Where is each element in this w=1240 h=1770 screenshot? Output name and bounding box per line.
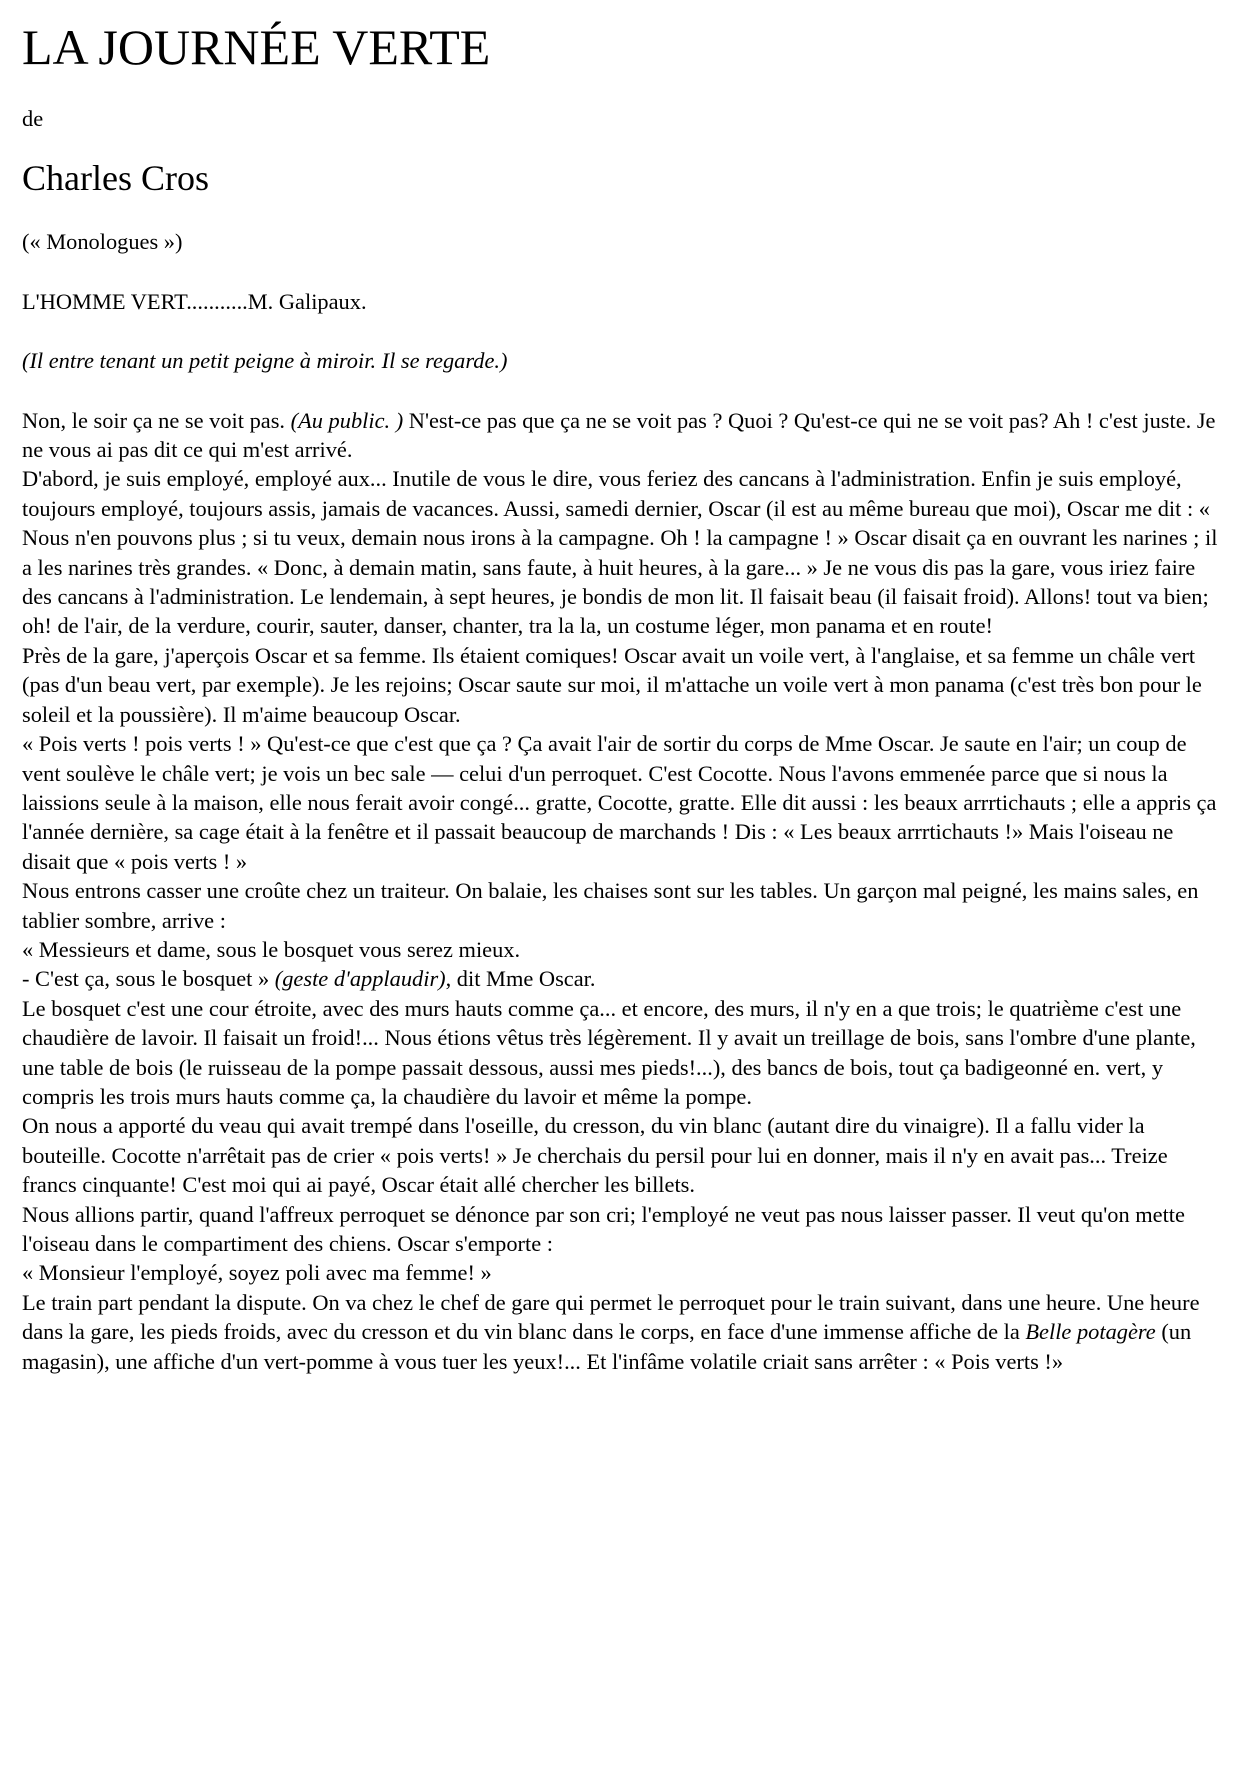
paragraph: Nous entrons casser une croûte chez un traiteur. On balaie, les chaises sont sur les tables. Un garçon mal peigné, les mains sales, en tablier sombre, arrive : <box>22 878 1199 933</box>
cast-list: L'HOMME VERT...........M. Galipaux. <box>22 288 367 314</box>
paragraph: D'abord, je suis employé, employé aux... Inutile de vous le dire, vous feriez des cancans à l'administration. Enfin je suis employé, toujours employé, toujours assis, jamais de vacances. Aussi, samedi dernier, Oscar (il est au même bureau que moi), Oscar me dit : « Nous n'en pouvons plus ; si tu veux, demain nous irons à la campagne. Oh ! la campagne ! » Oscar disait ça en ouvrant les narines ; il a les narines très grandes. « Donc, à demain matin, sans faute, à huit heures, à la gare... » Je ne vous dis pas la gare, vous iriez faire des cancans à l'administration. Le lendemain, à sept heures, je bondis de mon lit. Il faisait beau (il faisait froid). Allons! tout va bien; oh! de l'air, de la verdure, courir, sauter, danser, chanter, tra la la, un costume léger, mon panama et en route! <box>22 466 1218 639</box>
document-title: LA JOURNÉE VERTE <box>22 19 491 75</box>
paragraph-text: Le train part pendant la dispute. On va chez le chef de gare qui permet le perroquet pour le train suivant, dans une heure. Une heure dans la gare, les pieds froids, avec du cresson et du vin blanc dans le corps, en face d'une immense affiche de la <box>22 1289 1200 1345</box>
paragraph: « Monsieur l'employé, soyez poli avec ma femme! » <box>22 1260 492 1286</box>
inline-stage-direction: (Au public. ) <box>290 407 404 433</box>
inline-stage-direction: (geste d'applaudir) <box>274 966 446 992</box>
author-name: Charles Cros <box>22 158 209 199</box>
paragraph-text: N'est-ce pas que ça ne se voit pas ? Quoi ? Qu'est-ce qui ne se voit pas? Ah ! c'est juste. Je ne vous ai pas dit ce qui m'est arrivé. <box>22 407 1216 463</box>
byline-preposition: de <box>22 106 44 131</box>
paragraph-text: (un magasin), une affiche d'un vert-pomme à vous tuer les yeux!... Et l'infâme volatile criait sans arrêter : « Pois verts !» <box>22 1319 1192 1374</box>
paragraph: Nous allions partir, quand l'affreux perroquet se dénonce par son cri; l'employé ne veut pas nous laisser passer. Il veut qu'on mette l'oiseau dans le compartiment des chiens. Oscar s'emporte : <box>22 1201 1185 1256</box>
collection-note: (« Monologues ») <box>22 229 183 255</box>
paragraph-text: Non, le soir ça ne se voit pas. <box>22 407 291 433</box>
paragraph <box>22 406 1218 465</box>
paragraph <box>22 1288 1218 1376</box>
shop-name: Belle potagère <box>1025 1319 1156 1345</box>
monologue-body <box>22 406 1218 1376</box>
paragraph: Le bosquet c'est une cour étroite, avec des murs hauts comme ça... et encore, des murs, il n'y en a que trois; le quatrième c'est une chaudière de lavoir. Il faisait un froid!... Nous étions vêtus très légèrement. Il y avait un treillage de bois, sans l'ombre d'une plante, une table de bois (le ruisseau de la pompe passait dessous, aussi mes pieds!...), des bancs de bois, tout ça badigeonné en. vert, y compris les trois murs hauts comme ça, la chaudière du lavoir et même la pompe. <box>22 995 1196 1109</box>
paragraph-text: , dit Mme Oscar. <box>445 966 596 992</box>
paragraph-text: - C'est ça, sous le bosquet » <box>22 966 275 992</box>
opening-stage-direction: (Il entre tenant un petit peigne à miroir. Il se regarde.) <box>22 348 508 374</box>
paragraph: Près de la gare, j'aperçois Oscar et sa femme. Ils étaient comiques! Oscar avait un voile vert, à l'anglaise, et sa femme un châle vert (pas d'un beau vert, par exemple). Je les rejoins; Oscar saute sur moi, il m'attache un voile vert à mon panama (c'est très bon pour le soleil et la poussière). Il m'aime beaucoup Oscar. <box>22 642 1202 727</box>
paragraph <box>22 964 1218 993</box>
paragraph: « Messieurs et dame, sous le bosquet vous serez mieux. <box>22 936 521 962</box>
paragraph: « Pois verts ! pois verts ! » Qu'est-ce que c'est que ça ? Ça avait l'air de sortir du corps de Mme Oscar. Je saute en l'air; un coup de vent soulève le châle vert; je vois un bec sale — celui d'un perroquet. C'est Cocotte. Nous l'avons emmenée parce que si nous la laissions seule à la maison, elle nous ferait avoir congé... gratte, Cocotte, gratte. Elle dit aussi : les beaux arrrtichauts ; elle a appris ça l'année dernière, sa cage était à la fenêtre et il passait beaucoup de marchands ! Dis : « Les beaux arrrtichauts !» Mais l'oiseau ne disait que « pois verts ! » <box>22 731 1217 874</box>
document-page <box>0 18 1240 1376</box>
paragraph: On nous a apporté du veau qui avait trempé dans l'oseille, du cresson, du vin blanc (autant dire du vinaigre). Il a fallu vider la bouteille. Cocotte n'arrêtait pas de crier « pois verts! » Je cherchais du persil pour lui en donner, mais il n'y en avait pas... Treize francs cinquante! C'est moi qui ai payé, Oscar était allé chercher les billets. <box>22 1113 1168 1198</box>
